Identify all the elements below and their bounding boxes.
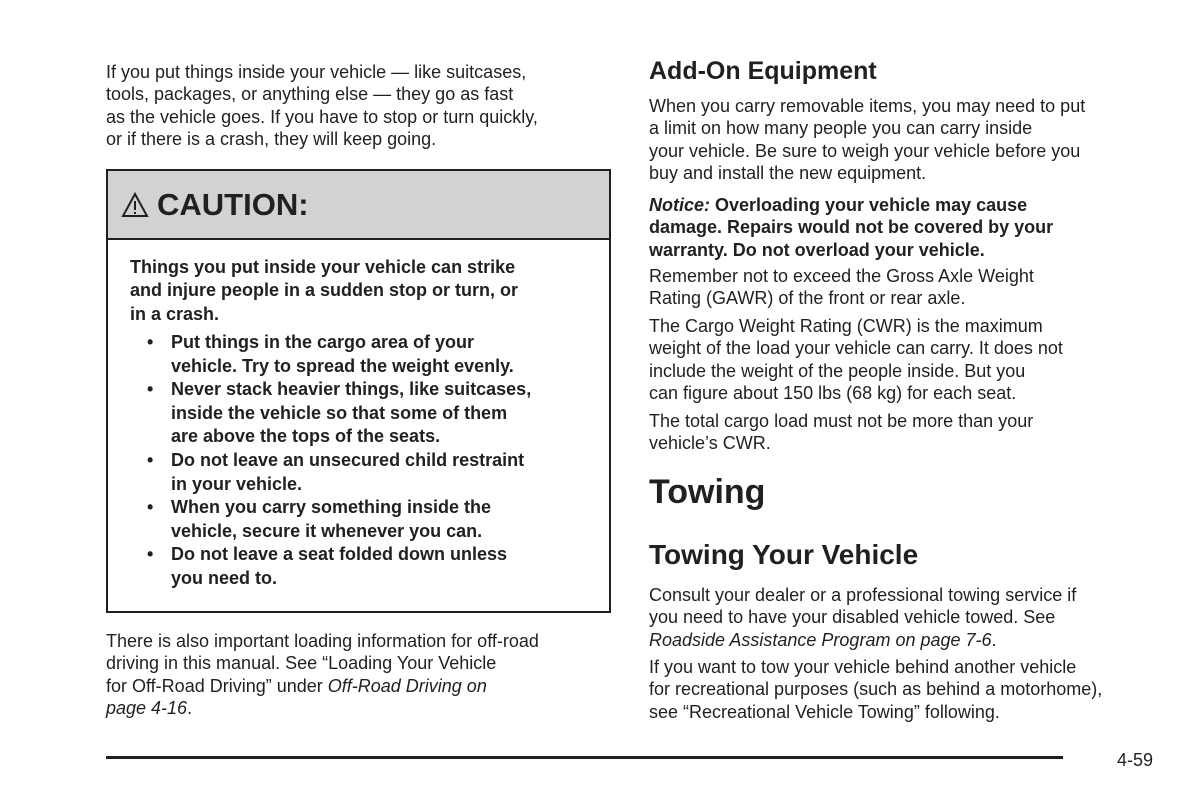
caution-bullet-item (130, 378, 531, 449)
text-line (171, 496, 531, 520)
text: Put things in the cargo area of your (171, 332, 475, 352)
addon-equipment-heading: Add-On Equipment (649, 57, 877, 85)
warning-triangle-icon (121, 192, 149, 218)
cwr-paragraph (649, 315, 1063, 404)
bullet-icon: • (147, 379, 154, 400)
caution-bullet-item (130, 449, 531, 496)
text-line (649, 194, 1053, 216)
text-line (649, 315, 1063, 337)
text: vehicle’s CWR. (649, 433, 771, 454)
text-line (649, 629, 1076, 651)
text: When you carry something inside the (171, 497, 492, 518)
addon-paragraph (649, 95, 1085, 184)
text-line (106, 697, 539, 719)
text: as the vehicle goes. If you have to stop or turn quickly, (106, 106, 538, 127)
text-line (649, 656, 1102, 678)
text: vehicle. Try to spread the weight evenly. (171, 355, 514, 376)
text: Do not leave an unsecured child restraint (171, 449, 525, 470)
text: and injure people in a sudden stop or turn, or (130, 280, 519, 301)
italic-text: Notice: (649, 195, 711, 215)
caution-bullet-item (130, 496, 531, 543)
text: Consult your dealer or a professional towing service if (649, 585, 1077, 605)
text-line (130, 256, 518, 279)
intro-paragraph (106, 61, 538, 150)
total-load-paragraph (649, 410, 1033, 455)
text-line (649, 287, 1034, 309)
caution-header (108, 171, 609, 240)
text: Rating (GAWR) of the front or rear axle. (649, 288, 966, 309)
text-line (649, 606, 1076, 628)
text-line (649, 95, 1085, 117)
caution-bullet-item (130, 331, 531, 378)
text-line (106, 128, 538, 150)
text: Never stack heavier things, like suitcases, (171, 379, 532, 400)
bullet-icon: • (147, 332, 154, 352)
text-line (649, 701, 1102, 723)
text: you need to have your disabled vehicle towed. See (649, 607, 1056, 628)
text: damage. Repairs would not be covered by your (649, 217, 1054, 238)
text-line (649, 432, 1033, 454)
bullet-icon: • (147, 449, 154, 470)
offroad-paragraph (106, 630, 539, 719)
text-line (649, 265, 1034, 287)
text: inside the vehicle so that some of them (171, 402, 508, 423)
text: driving in this manual. See “Loading Your Vehicle (106, 653, 497, 674)
italic-text: page 4-16 (106, 697, 188, 718)
text-line (171, 355, 531, 379)
caution-box (106, 169, 611, 613)
caution-intro (130, 256, 518, 326)
text: see “Recreational Vehicle Towing” following. (649, 701, 1000, 722)
text: buy and install the new equipment. (649, 162, 927, 183)
text-line (171, 473, 531, 497)
text-line (171, 402, 531, 426)
text: your vehicle. Be sure to weigh your vehicle before you (649, 140, 1081, 161)
notice-paragraph (649, 194, 1053, 261)
text: The total cargo load must not be more than your (649, 411, 1034, 431)
text-line (649, 140, 1085, 162)
text-line (649, 410, 1033, 432)
text-line (171, 567, 531, 591)
footer-rule (106, 756, 1063, 759)
text: If you want to tow your vehicle behind another vehicle (649, 657, 1077, 677)
text: in a crash. (130, 303, 220, 324)
caution-title: CAUTION: (157, 186, 309, 222)
text: vehicle, secure it whenever you can. (171, 520, 483, 541)
text: are above the tops of the seats. (171, 426, 441, 447)
text-line (106, 675, 539, 697)
text-line (649, 584, 1076, 606)
text-line (171, 331, 531, 355)
text: If you put things inside your vehicle — like suitcases, (106, 62, 527, 82)
text-line (649, 360, 1063, 382)
text: for recreational purposes (such as behind a motorhome), (649, 679, 1103, 700)
text: . (187, 697, 193, 718)
text-line (106, 61, 538, 83)
text: or if there is a crash, they will keep going. (106, 128, 437, 149)
text: Overloading your vehicle may cause (710, 195, 1028, 215)
text-line (649, 337, 1063, 359)
text: weight of the load your vehicle can carry. It does not (649, 338, 1063, 359)
text-line (649, 117, 1085, 139)
text: for Off-Road Driving” under (106, 675, 328, 696)
text: Remember not to exceed the Gross Axle Weight (649, 266, 1034, 286)
text: you need to. (171, 567, 278, 588)
text-line (106, 106, 538, 128)
text-line (171, 520, 531, 544)
text: When you carry removable items, you may need to put (649, 96, 1086, 116)
caution-bullet-item (130, 543, 531, 590)
bullet-icon: • (147, 497, 154, 518)
text-line (649, 162, 1085, 184)
text-line (171, 378, 531, 402)
text-line (171, 543, 531, 567)
text: There is also important loading information for off-road (106, 631, 539, 651)
text: a limit on how many people you can carry inside (649, 118, 1033, 139)
page-number: 4-59 (1117, 750, 1154, 770)
text: include the weight of the people inside. But you (649, 360, 1026, 381)
text: Do not leave a seat folded down unless (171, 544, 508, 565)
text-line (130, 279, 518, 302)
text: Things you put inside your vehicle can strike (130, 257, 516, 277)
text: . (991, 629, 997, 650)
text: can figure about 150 lbs (68 kg) for each seat. (649, 382, 1017, 403)
text-line (130, 303, 518, 326)
text-line (649, 216, 1053, 238)
text-line (649, 382, 1063, 404)
bullet-icon: • (147, 544, 154, 565)
towing-heading: Towing (649, 473, 766, 511)
gawr-paragraph (649, 265, 1034, 310)
text: warranty. Do not overload your vehicle. (649, 239, 985, 260)
italic-text: Roadside Assistance Program on page 7-6 (649, 629, 992, 650)
towing-your-vehicle-heading: Towing Your Vehicle (649, 539, 919, 570)
text: tools, packages, or anything else — they go as fast (106, 84, 514, 105)
text-line (649, 678, 1102, 700)
text-line (649, 239, 1053, 261)
caution-bullet-list (130, 331, 531, 591)
text-line (106, 83, 538, 105)
text-line (171, 449, 531, 473)
italic-text: Off-Road Driving on (327, 675, 487, 696)
text-line (106, 652, 539, 674)
text-line (106, 630, 539, 652)
recreational-paragraph (649, 656, 1102, 723)
text: The Cargo Weight Rating (CWR) is the maximum (649, 316, 1043, 336)
text-line (171, 425, 531, 449)
text: in your vehicle. (171, 473, 303, 494)
consult-paragraph (649, 584, 1076, 651)
